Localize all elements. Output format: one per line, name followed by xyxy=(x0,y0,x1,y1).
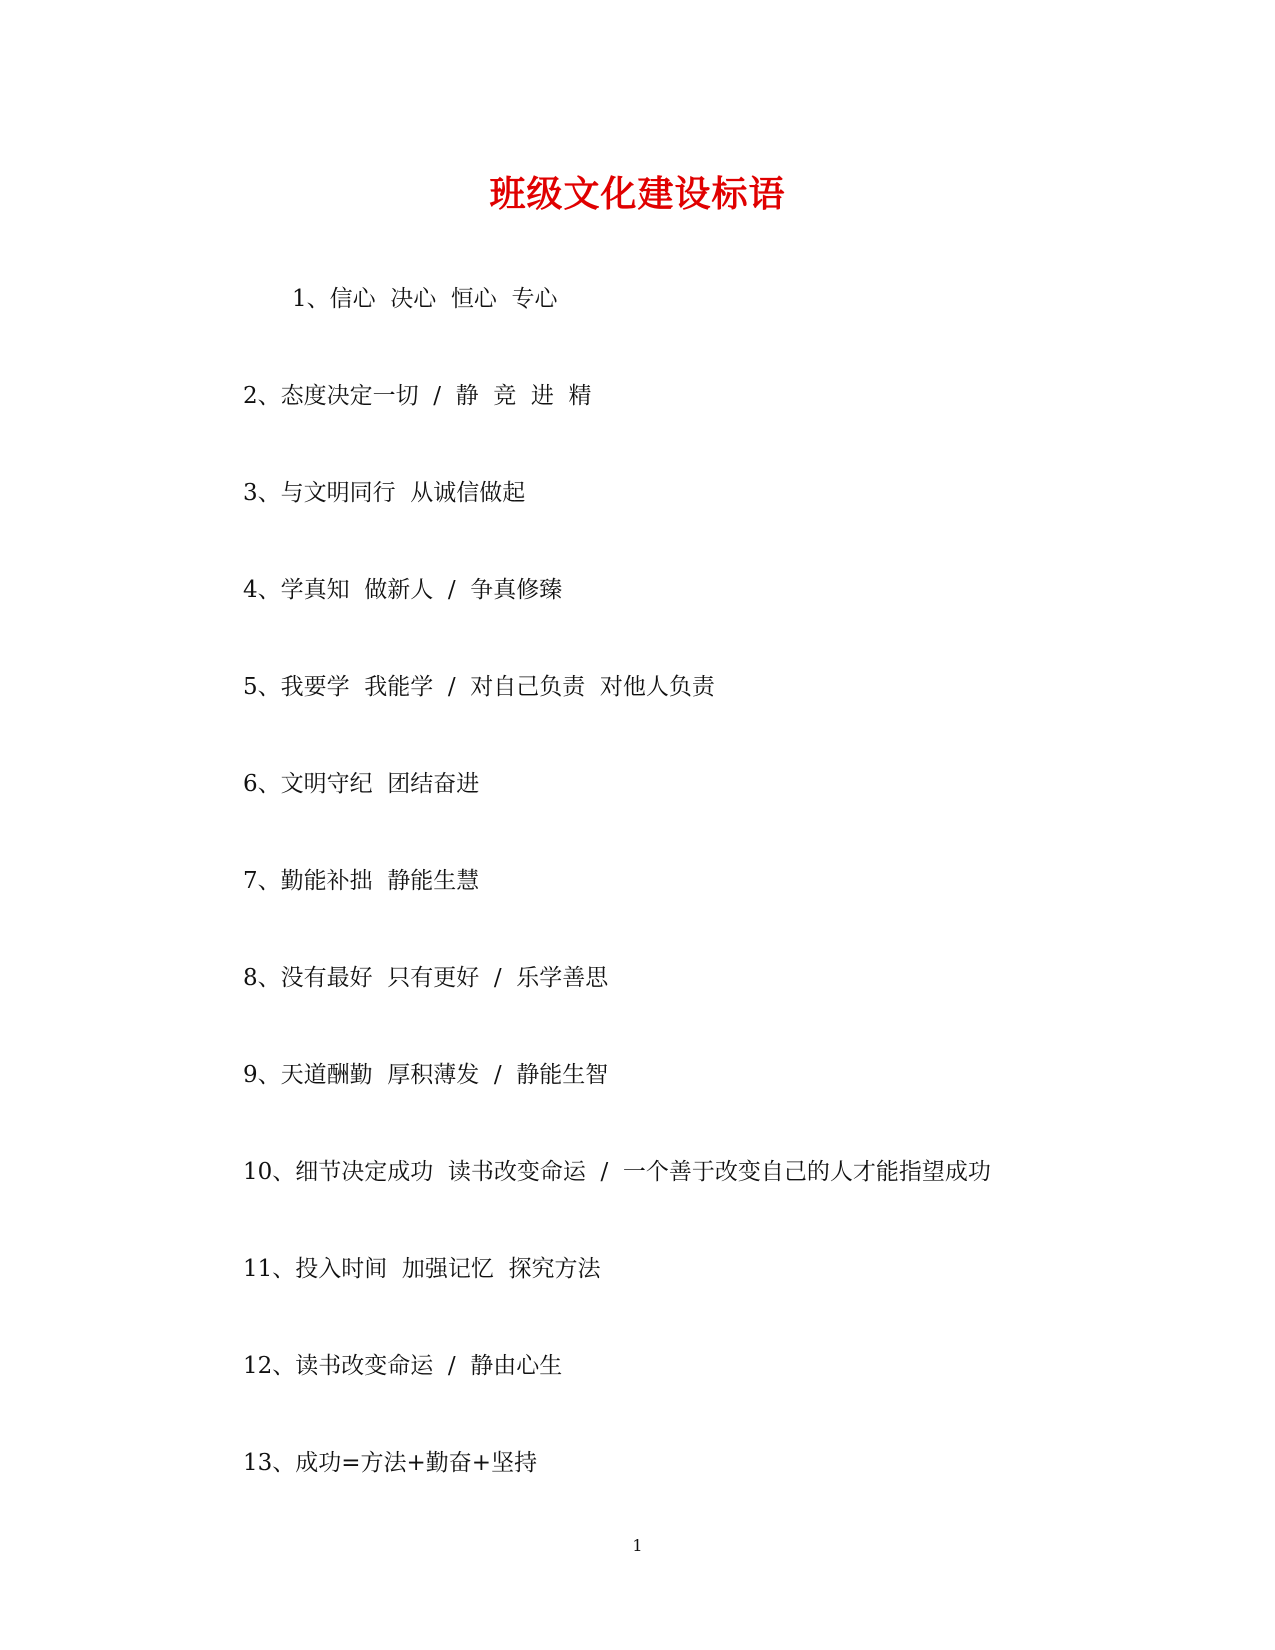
slogan-item: 9、天道酬勤 厚积薄发 / 静能生智 xyxy=(243,1062,609,1088)
slogan-item: 6、文明守纪 团结奋进 xyxy=(243,771,480,797)
slogan-item: 3、与文明同行 从诚信做起 xyxy=(243,480,526,506)
slogan-item: 5、我要学 我能学 / 对自己负责 对他人负责 xyxy=(243,674,715,700)
slogan-item: 1、信心 决心 恒心 专心 xyxy=(292,286,558,312)
slogan-item: 13、成功=方法+勤奋+坚持 xyxy=(243,1450,538,1476)
slogan-item: 4、学真知 做新人 / 争真修臻 xyxy=(243,577,563,603)
page-title: 班级文化建设标语 xyxy=(489,173,786,215)
slogan-item: 11、投入时间 加强记忆 探究方法 xyxy=(243,1256,601,1282)
slogan-item: 7、勤能补拙 静能生慧 xyxy=(243,868,480,894)
slogan-item: 10、细节决定成功 读书改变命运 / 一个善于改变自己的人才能指望成功 xyxy=(243,1159,991,1185)
slogan-item: 8、没有最好 只有更好 / 乐学善思 xyxy=(243,965,609,991)
page-number: 1 xyxy=(632,1536,643,1555)
slogan-item: 2、态度决定一切 / 静 竞 进 精 xyxy=(243,383,592,409)
slogan-item: 12、读书改变命运 / 静由心生 xyxy=(243,1353,563,1379)
